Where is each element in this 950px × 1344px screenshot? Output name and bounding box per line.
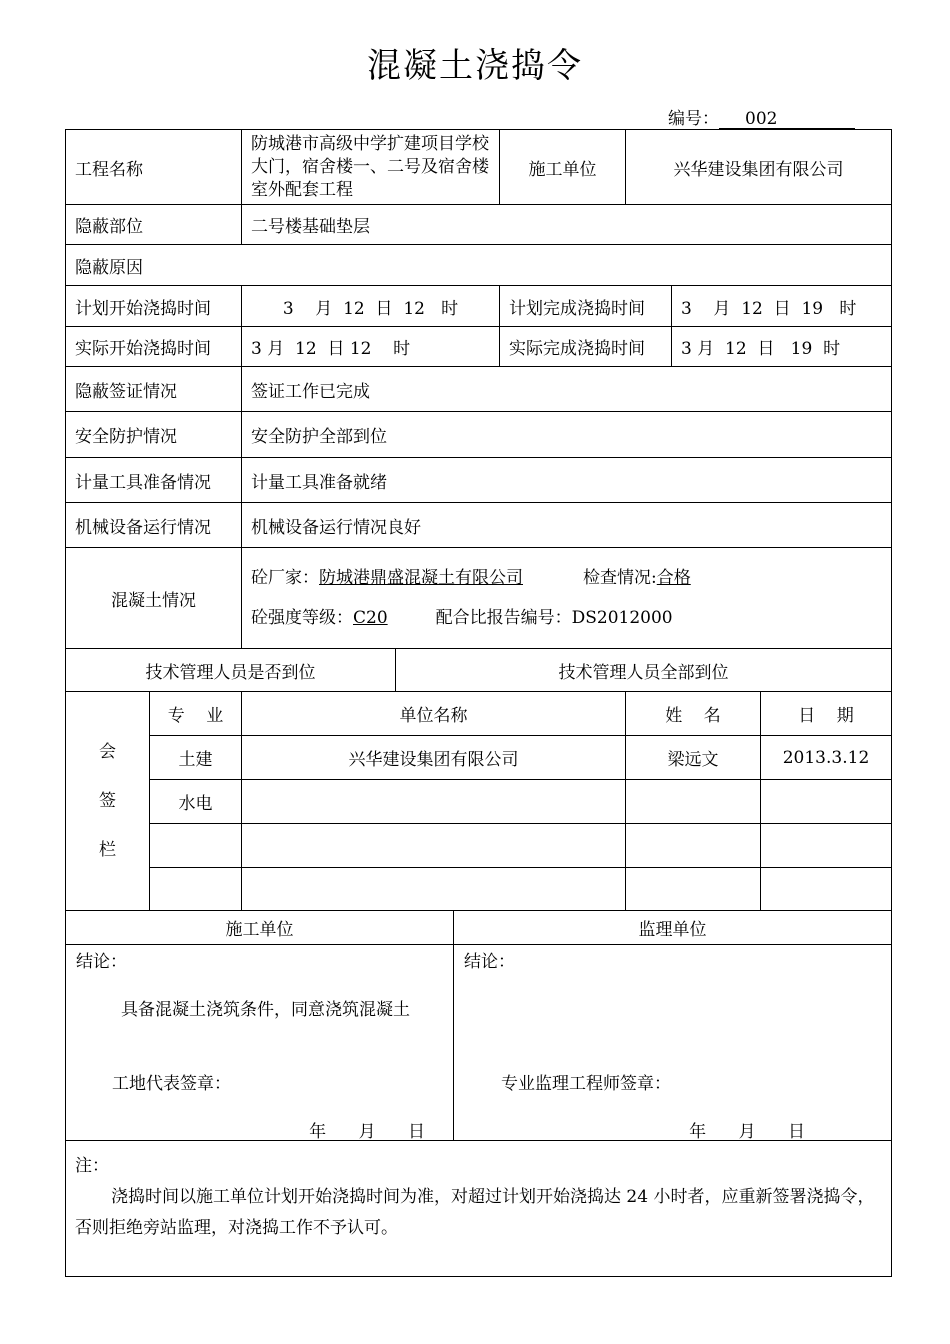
safety-value: 安全防护全部到位 <box>242 412 892 458</box>
safety-label: 安全防护情况 <box>66 412 242 458</box>
conclusion-header-row <box>66 911 892 945</box>
note-row <box>66 1141 892 1277</box>
row-measuring <box>66 458 892 503</box>
inspection-value: 合格 <box>656 568 691 588</box>
header-date: 日 期 <box>761 692 892 736</box>
entry-unit <box>242 780 626 824</box>
concrete-grade-line <box>251 598 882 638</box>
row-concrete <box>66 548 892 649</box>
concrete-label: 混凝土情况 <box>66 548 242 649</box>
header-name: 姓 名 <box>626 692 761 736</box>
row-hidden-reason <box>66 245 892 286</box>
machinery-label: 机械设备运行情况 <box>66 503 242 548</box>
supervisor-conclusion <box>454 945 892 1141</box>
planned-end-label: 计划完成浇捣时间 <box>500 286 672 327</box>
factory-label: 砼厂家： <box>251 568 319 588</box>
note-text: 浇捣时间以施工单位计划开始浇捣时间为准，对超过计划开始浇捣达 24 小时者，应重新签署浇捣令，否则拒绝旁站监理，对浇捣工作不予认可。 <box>75 1187 875 1238</box>
entry-specialty <box>150 868 242 911</box>
actual-end-label: 实际完成浇捣时间 <box>500 327 672 367</box>
mix-label: 配合比报告编号： <box>435 608 572 628</box>
supervisor-header: 监理单位 <box>454 911 892 945</box>
factory-value: 防城港鼎盛混凝土有限公司 <box>319 568 523 588</box>
visa-label: 隐蔽签证情况 <box>66 367 242 412</box>
row-machinery <box>66 503 892 548</box>
row-actual-time <box>66 327 892 367</box>
signoff-row <box>66 780 892 824</box>
site-rep-signature-label: 工地代表签章： <box>112 1074 231 1094</box>
signoff-side-label: 会 签 栏 <box>66 692 150 911</box>
tech-value: 技术管理人员全部到位 <box>396 649 892 692</box>
hidden-reason-label: 隐蔽原因 <box>66 245 892 286</box>
supervisor-date: 年 月 日 <box>689 1122 806 1141</box>
entry-date: 2013.3.12 <box>761 736 892 780</box>
row-project <box>66 130 892 205</box>
actual-end-value: 3 月 12 日 19 时 <box>672 327 892 367</box>
visa-value: 签证工作已完成 <box>242 367 892 412</box>
contractor-conclusion-label: 结论： <box>76 952 127 972</box>
contractor-value: 兴华建设集团有限公司 <box>626 130 892 205</box>
entry-name <box>626 824 761 868</box>
contractor-conclusion <box>66 945 454 1141</box>
entry-specialty: 水电 <box>150 780 242 824</box>
measuring-label: 计量工具准备情况 <box>66 458 242 503</box>
signoff-header-row <box>66 692 892 736</box>
concrete-details <box>242 548 892 649</box>
header-unit: 单位名称 <box>242 692 626 736</box>
entry-specialty <box>150 824 242 868</box>
pour-order-table <box>65 129 892 1277</box>
row-planned-time <box>66 286 892 327</box>
measuring-value: 计量工具准备就绪 <box>242 458 892 503</box>
signoff-row <box>66 824 892 868</box>
hidden-part-label: 隐蔽部位 <box>66 205 242 245</box>
entry-unit: 兴华建设集团有限公司 <box>242 736 626 780</box>
contractor-label: 施工单位 <box>500 130 626 205</box>
row-visa <box>66 367 892 412</box>
tech-label: 技术管理人员是否到位 <box>66 649 396 692</box>
actual-start-value: 3 月 12 日 12 时 <box>242 327 500 367</box>
header-specialty: 专 业 <box>150 692 242 736</box>
form-number-label: 编号： <box>668 109 719 129</box>
entry-date <box>761 824 892 868</box>
contractor-conclusion-text: 具备混凝土浇筑条件，同意浇筑混凝土 <box>121 1000 410 1020</box>
contractor-header: 施工单位 <box>66 911 454 945</box>
signoff-row <box>66 868 892 911</box>
planned-end-value: 3 月 12 日 19 时 <box>672 286 892 327</box>
entry-date <box>761 868 892 911</box>
form-number-value: 002 <box>719 110 855 129</box>
row-hidden-part <box>66 205 892 245</box>
machinery-value: 机械设备运行情况良好 <box>242 503 892 548</box>
grade-label: 砼强度等级： <box>251 608 353 628</box>
note-label: 注： <box>75 1156 109 1176</box>
entry-unit <box>242 824 626 868</box>
project-value: 防城港市高级中学扩建项目学校大门，宿舍楼一、二号及宿舍楼室外配套工程 <box>242 130 500 205</box>
planned-start-value: 3 月 12 日 12 时 <box>242 286 500 327</box>
inspection-label: 检查情况: <box>583 568 657 588</box>
hidden-part-value: 二号楼基础垫层 <box>242 205 892 245</box>
entry-name: 梁远文 <box>626 736 761 780</box>
row-tech <box>66 649 892 692</box>
supervisor-signature-label: 专业监理工程师签章： <box>501 1074 671 1094</box>
project-label: 工程名称 <box>66 130 242 205</box>
entry-unit <box>242 868 626 911</box>
signoff-row <box>66 736 892 780</box>
supervisor-conclusion-label: 结论： <box>464 952 515 972</box>
grade-value: C20 <box>353 608 388 628</box>
concrete-factory-line <box>251 558 882 598</box>
entry-name <box>626 868 761 911</box>
conclusion-row <box>66 945 892 1141</box>
mix-value: DS2012000 <box>571 608 673 628</box>
row-safety <box>66 412 892 458</box>
entry-specialty: 土建 <box>150 736 242 780</box>
entry-date <box>761 780 892 824</box>
form-number <box>668 104 855 129</box>
contractor-date: 年 月 日 <box>309 1122 425 1141</box>
form-title: 混凝土浇捣令 <box>367 46 583 86</box>
note-cell <box>66 1141 892 1277</box>
actual-start-label: 实际开始浇捣时间 <box>66 327 242 367</box>
entry-name <box>626 780 761 824</box>
planned-start-label: 计划开始浇捣时间 <box>66 286 242 327</box>
